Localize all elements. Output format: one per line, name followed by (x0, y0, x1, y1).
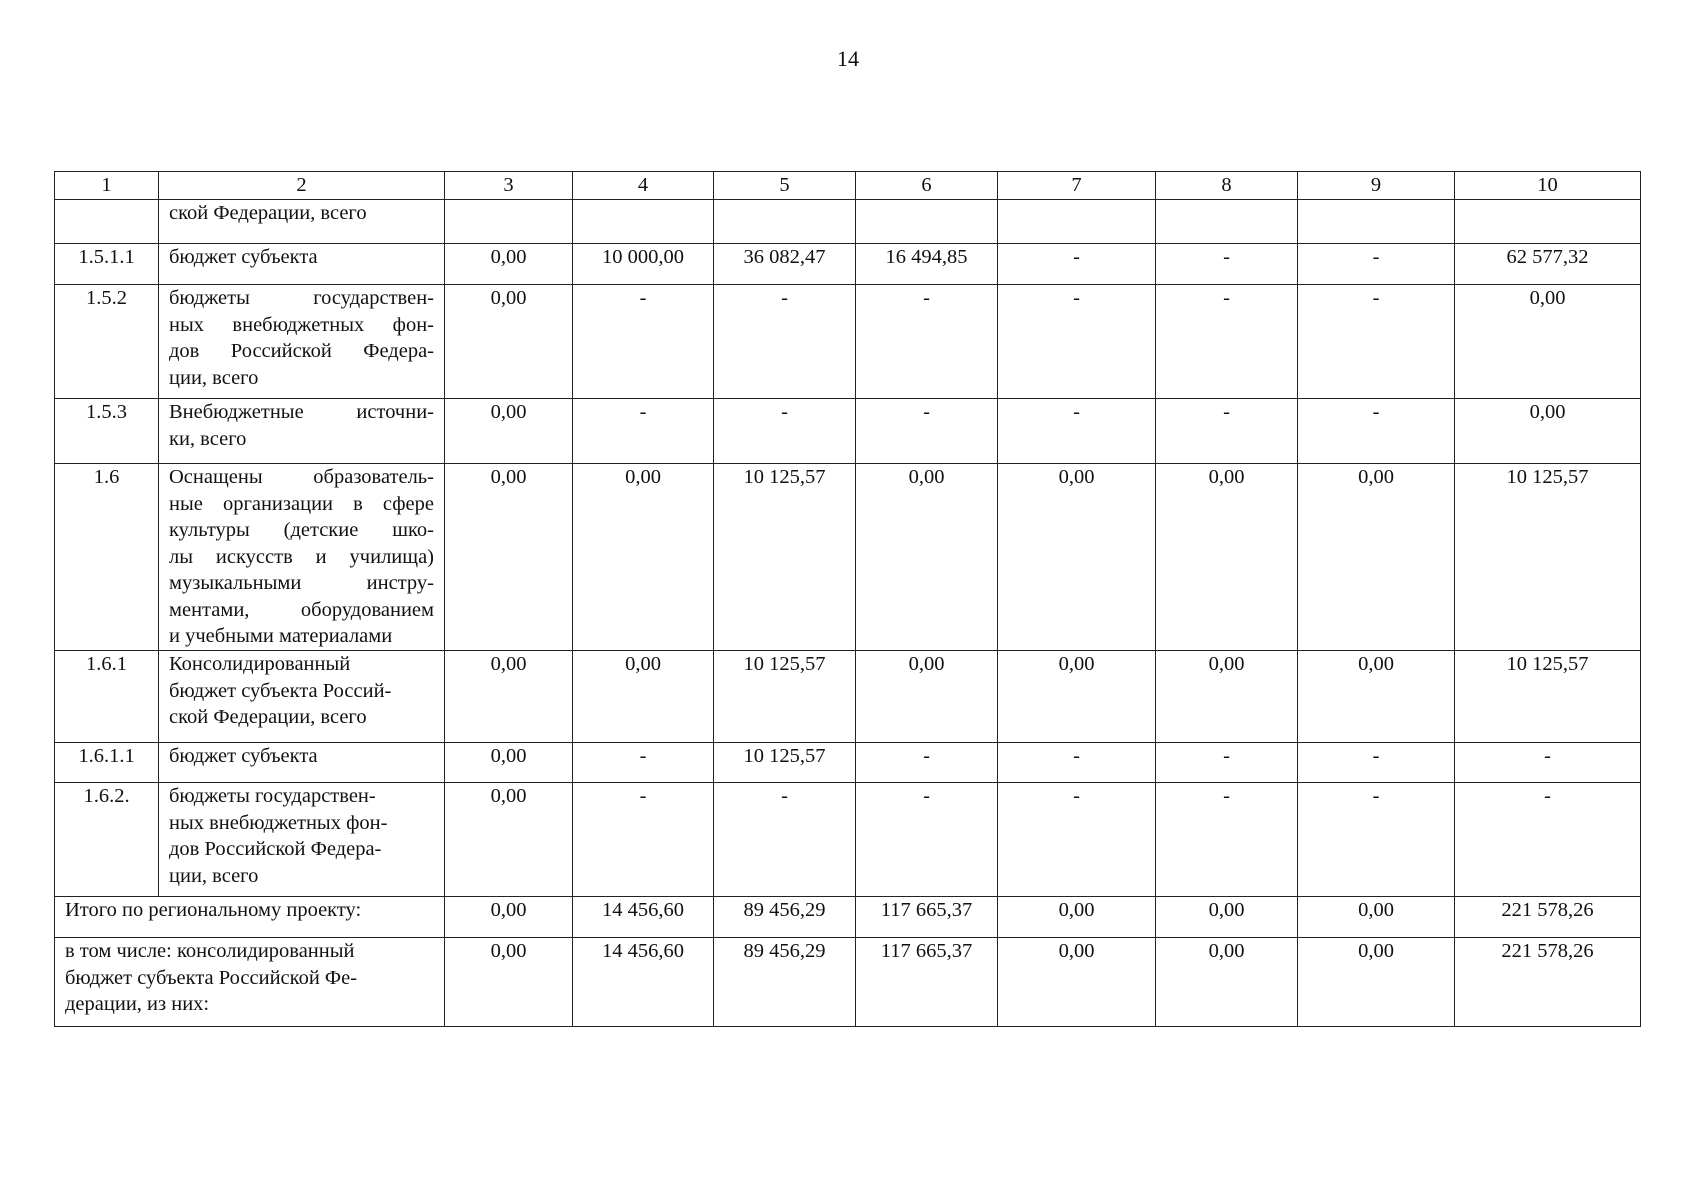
row-value: 10 125,57 (714, 651, 856, 743)
total-value: 117 665,37 (856, 897, 998, 938)
total-value: 221 578,26 (1455, 897, 1641, 938)
column-number: 7 (998, 172, 1156, 200)
budget-table (54, 171, 1641, 1027)
table-row (55, 783, 1641, 897)
total-label (55, 897, 445, 938)
description-line: Оснащены образователь- (169, 466, 434, 488)
row-value (1455, 200, 1641, 244)
row-value: - (1156, 783, 1298, 897)
total-value: 0,00 (998, 897, 1156, 938)
row-value: - (1156, 285, 1298, 399)
total-label-line: дерации, из них: (65, 993, 210, 1015)
description-line: и учебными материалами (169, 625, 393, 647)
row-description (159, 285, 445, 399)
row-value: - (1298, 244, 1455, 285)
column-number: 4 (573, 172, 714, 200)
row-value: - (714, 783, 856, 897)
row-value: - (573, 743, 714, 783)
column-number-row (55, 172, 1641, 200)
table-row (55, 200, 1641, 244)
row-value: 10 125,57 (714, 464, 856, 651)
row-value: - (998, 244, 1156, 285)
total-value: 0,00 (1298, 938, 1455, 1027)
total-row (55, 938, 1641, 1027)
row-code: 1.6.1.1 (55, 743, 159, 783)
row-value: - (1156, 743, 1298, 783)
table-row (55, 285, 1641, 399)
row-value: - (998, 399, 1156, 464)
table-row (55, 464, 1641, 651)
row-value: 10 000,00 (573, 244, 714, 285)
row-value: 0,00 (445, 399, 573, 464)
total-value: 89 456,29 (714, 938, 856, 1027)
total-value: 0,00 (1156, 938, 1298, 1027)
row-description (159, 200, 445, 244)
row-value: - (573, 783, 714, 897)
description-line: бюджет субъекта Россий- (169, 679, 392, 702)
description-line: дов Российской Федера- (169, 838, 382, 860)
page-number: 14 (837, 46, 859, 71)
row-value: 10 125,57 (1455, 651, 1641, 743)
row-value: - (1298, 783, 1455, 897)
total-value: 0,00 (1298, 897, 1455, 938)
row-value: - (998, 783, 1156, 897)
column-number: 6 (856, 172, 998, 200)
description-line: ментами, оборудованием (169, 598, 434, 621)
description-line: ные организации в сфере (169, 492, 434, 515)
description-line: ции, всего (169, 366, 259, 389)
row-value: - (1156, 399, 1298, 464)
description-line: музыкальными инстру- (169, 572, 434, 594)
description-line: ской Федерации, всего (169, 706, 367, 728)
description-line: ных внебюджетных фон- (169, 811, 388, 834)
description-line: Внебюджетные источни- (169, 401, 434, 423)
row-value: 0,00 (856, 464, 998, 651)
row-value (1156, 200, 1298, 244)
row-value: 0,00 (445, 244, 573, 285)
description-line: бюджет субъекта (169, 745, 318, 767)
description-line: ской Федерации, всего (169, 202, 367, 224)
row-value: 62 577,32 (1455, 244, 1641, 285)
row-value: 0,00 (998, 651, 1156, 743)
row-description (159, 783, 445, 897)
row-value: - (573, 399, 714, 464)
table-row (55, 743, 1641, 783)
column-number: 1 (55, 172, 159, 200)
description-line: Консолидированный (169, 653, 351, 675)
total-label (55, 938, 445, 1027)
row-value: - (856, 285, 998, 399)
row-value (1298, 200, 1455, 244)
row-value (998, 200, 1156, 244)
row-code: 1.5.2 (55, 285, 159, 399)
row-value: - (998, 285, 1156, 399)
description-line: культуры (детские шко- (169, 519, 434, 541)
description-line: бюджеты государствен- (169, 287, 434, 309)
row-value: 10 125,57 (1455, 464, 1641, 651)
row-value: 0,00 (998, 464, 1156, 651)
total-value: 14 456,60 (573, 938, 714, 1027)
row-code: 1.5.3 (55, 399, 159, 464)
description-line: дов Российской Федера- (169, 340, 434, 362)
row-value: - (1455, 783, 1641, 897)
total-value: 0,00 (445, 897, 573, 938)
row-value: 0,00 (445, 285, 573, 399)
row-value: 0,00 (1156, 651, 1298, 743)
row-value: - (1156, 244, 1298, 285)
row-description (159, 244, 445, 285)
total-value: 221 578,26 (1455, 938, 1641, 1027)
row-value: 0,00 (1298, 464, 1455, 651)
table-row (55, 399, 1641, 464)
row-code: 1.6.1 (55, 651, 159, 743)
row-value: 10 125,57 (714, 743, 856, 783)
total-label-line: бюджет субъекта Российской Фе- (65, 966, 358, 989)
table-row (55, 244, 1641, 285)
total-row (55, 897, 1641, 938)
row-value: 0,00 (1156, 464, 1298, 651)
total-value: 89 456,29 (714, 897, 856, 938)
row-value: 0,00 (573, 651, 714, 743)
row-code: 1.5.1.1 (55, 244, 159, 285)
row-value: 0,00 (1455, 399, 1641, 464)
row-value: - (856, 399, 998, 464)
row-value: - (1298, 399, 1455, 464)
column-number: 9 (1298, 172, 1455, 200)
row-value (573, 200, 714, 244)
total-value: 0,00 (998, 938, 1156, 1027)
row-value: 0,00 (573, 464, 714, 651)
row-value: 0,00 (445, 743, 573, 783)
description-line: ных внебюджетных фон- (169, 313, 434, 336)
row-value (856, 200, 998, 244)
description-line: бюджеты государствен- (169, 785, 376, 807)
total-value: 0,00 (1156, 897, 1298, 938)
total-label-line: в том числе: консолидированный (65, 940, 355, 962)
row-value: - (1298, 743, 1455, 783)
total-label-line: Итого по региональному проекту: (65, 899, 362, 921)
row-value: - (856, 743, 998, 783)
row-value: - (573, 285, 714, 399)
row-value: - (856, 783, 998, 897)
description-line: ции, всего (169, 864, 259, 887)
row-value: 0,00 (1298, 651, 1455, 743)
row-value (445, 200, 573, 244)
column-number: 5 (714, 172, 856, 200)
total-value: 0,00 (445, 938, 573, 1027)
row-value: 0,00 (445, 651, 573, 743)
total-value: 14 456,60 (573, 897, 714, 938)
row-code (55, 200, 159, 244)
row-code: 1.6 (55, 464, 159, 651)
row-description (159, 743, 445, 783)
column-number: 2 (159, 172, 445, 200)
row-value: - (1298, 285, 1455, 399)
row-value: 0,00 (445, 783, 573, 897)
row-value (714, 200, 856, 244)
table-row (55, 651, 1641, 743)
row-value: 0,00 (445, 464, 573, 651)
column-number: 3 (445, 172, 573, 200)
total-value: 117 665,37 (856, 938, 998, 1027)
row-value: - (998, 743, 1156, 783)
row-description (159, 399, 445, 464)
row-value: - (714, 399, 856, 464)
description-line: лы искусств и училища) (169, 545, 434, 568)
row-value: - (714, 285, 856, 399)
column-number: 10 (1455, 172, 1641, 200)
row-description (159, 464, 445, 651)
row-value: 0,00 (856, 651, 998, 743)
row-value: 0,00 (1455, 285, 1641, 399)
row-code: 1.6.2. (55, 783, 159, 897)
row-description (159, 651, 445, 743)
description-line: бюджет субъекта (169, 246, 318, 268)
row-value: 16 494,85 (856, 244, 998, 285)
description-line: ки, всего (169, 427, 247, 450)
row-value: 36 082,47 (714, 244, 856, 285)
column-number: 8 (1156, 172, 1298, 200)
row-value: - (1455, 743, 1641, 783)
